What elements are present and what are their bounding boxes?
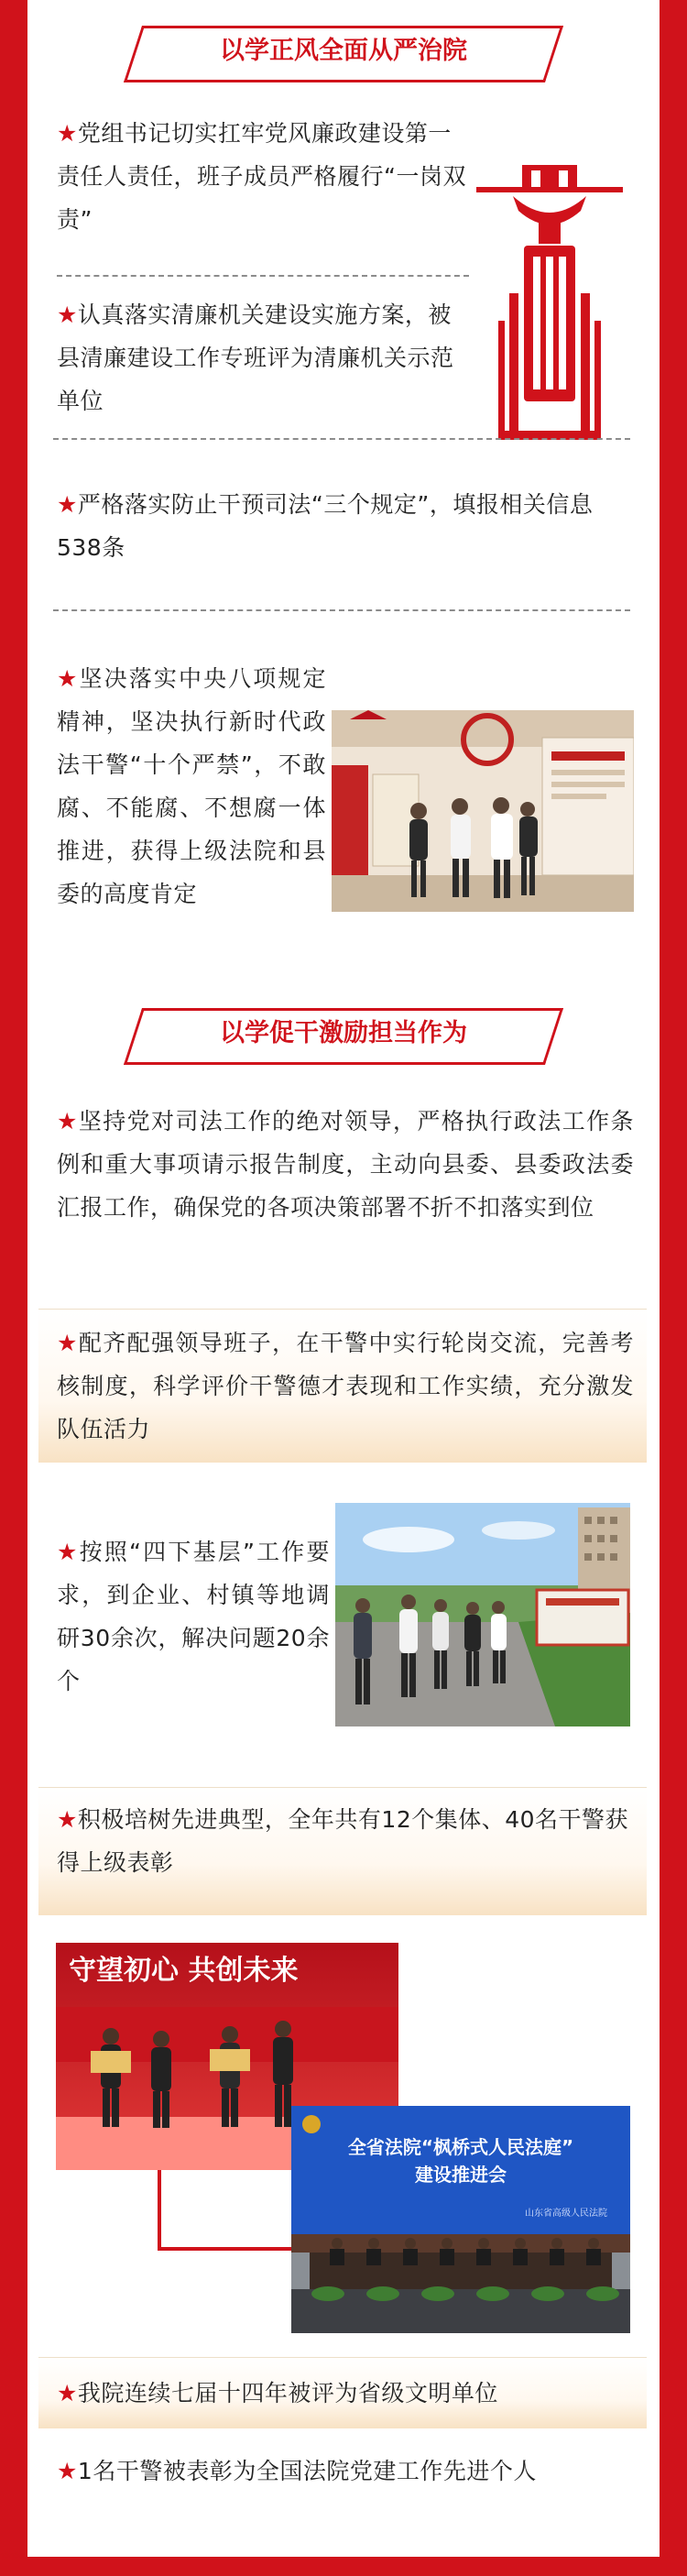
item-text: 党组书记切实扛牢党风廉政建设第一责任人责任，班子成员严格履行“一岗双责” <box>57 120 466 233</box>
star-icon: ★ <box>57 2458 78 2484</box>
section-heading-1 <box>133 26 554 82</box>
list-item <box>57 293 469 422</box>
banner-right-sub: 山东省高级人民法院 <box>525 2209 607 2219</box>
photo-conference <box>291 2106 630 2333</box>
list-item <box>57 1321 634 1451</box>
banner-right-line1: 全省法院“枫桥式人民法庭” <box>347 2136 574 2158</box>
star-icon: ★ <box>57 2380 78 2406</box>
divider <box>53 609 630 611</box>
divider <box>57 275 469 277</box>
star-icon: ★ <box>57 301 78 328</box>
list-item <box>57 2372 634 2415</box>
item-text: 积极培树先进典型，全年共有12个集体、40名干警获得上级表彰 <box>57 1806 629 1876</box>
star-icon: ★ <box>57 665 80 692</box>
photo-field-visit <box>335 1503 630 1726</box>
banner-right-line2: 建设推进会 <box>415 2164 507 2186</box>
list-item <box>57 112 469 241</box>
section-title-1: 以学正风全面从严治院 <box>220 37 467 65</box>
list-item <box>57 1100 634 1229</box>
banner-left-text: 守望初心 共创未来 <box>69 1955 299 1987</box>
star-icon: ★ <box>57 1806 78 1833</box>
item-text: 1名干警被表彰为全国法院党建工作先进个人 <box>77 2458 537 2484</box>
list-item <box>57 1530 330 1703</box>
item-text: 按照“四下基层”工作要求，到企业、村镇等地调研30余次，解决问题20余个 <box>57 1539 331 1694</box>
collage-connector <box>158 2247 297 2251</box>
list-item <box>57 1798 634 1884</box>
star-icon: ★ <box>57 491 78 518</box>
item-text: 坚决落实中央八项规定精神，坚决执行新时代政法干警“十个严禁”，不敢腐、不能腐、不想腐一体推进，获得上级法院和县委的高度肯定 <box>57 665 326 907</box>
list-item <box>57 483 634 569</box>
star-icon: ★ <box>57 1330 79 1356</box>
star-icon: ★ <box>57 1539 80 1565</box>
item-text: 严格落实防止干预司法“三个规定”，填报相关信息538条 <box>57 491 594 561</box>
star-icon: ★ <box>57 1108 79 1135</box>
divider <box>53 438 630 440</box>
photo-exhibition-hall <box>332 710 634 912</box>
item-text: 配齐配强领导班子，在干警中实行轮岗交流，完善考核制度，科学评价干警德才表现和工作实绩，充分激发队伍活力 <box>57 1330 634 1442</box>
item-text: 坚持党对司法工作的绝对领导，严格执行政法工作条例和重大事项请示报告制度，主动向县委、县委政法委汇报工作，确保党的各项决策部署不折不扣落实到位 <box>57 1108 634 1221</box>
collage-connector <box>158 2163 161 2249</box>
section-title-2: 以学促干激励担当作为 <box>220 1019 467 1047</box>
item-text: 我院连续七届十四年被评为省级文明单位 <box>77 2380 498 2406</box>
pillar-ornament-icon <box>467 165 632 458</box>
list-item <box>57 2450 634 2493</box>
item-text: 认真落实清廉机关建设实施方案，被县清廉建设工作专班评为清廉机关示范单位 <box>57 301 454 414</box>
section-heading-2 <box>133 1008 554 1065</box>
list-item <box>57 657 326 915</box>
star-icon: ★ <box>57 120 78 147</box>
